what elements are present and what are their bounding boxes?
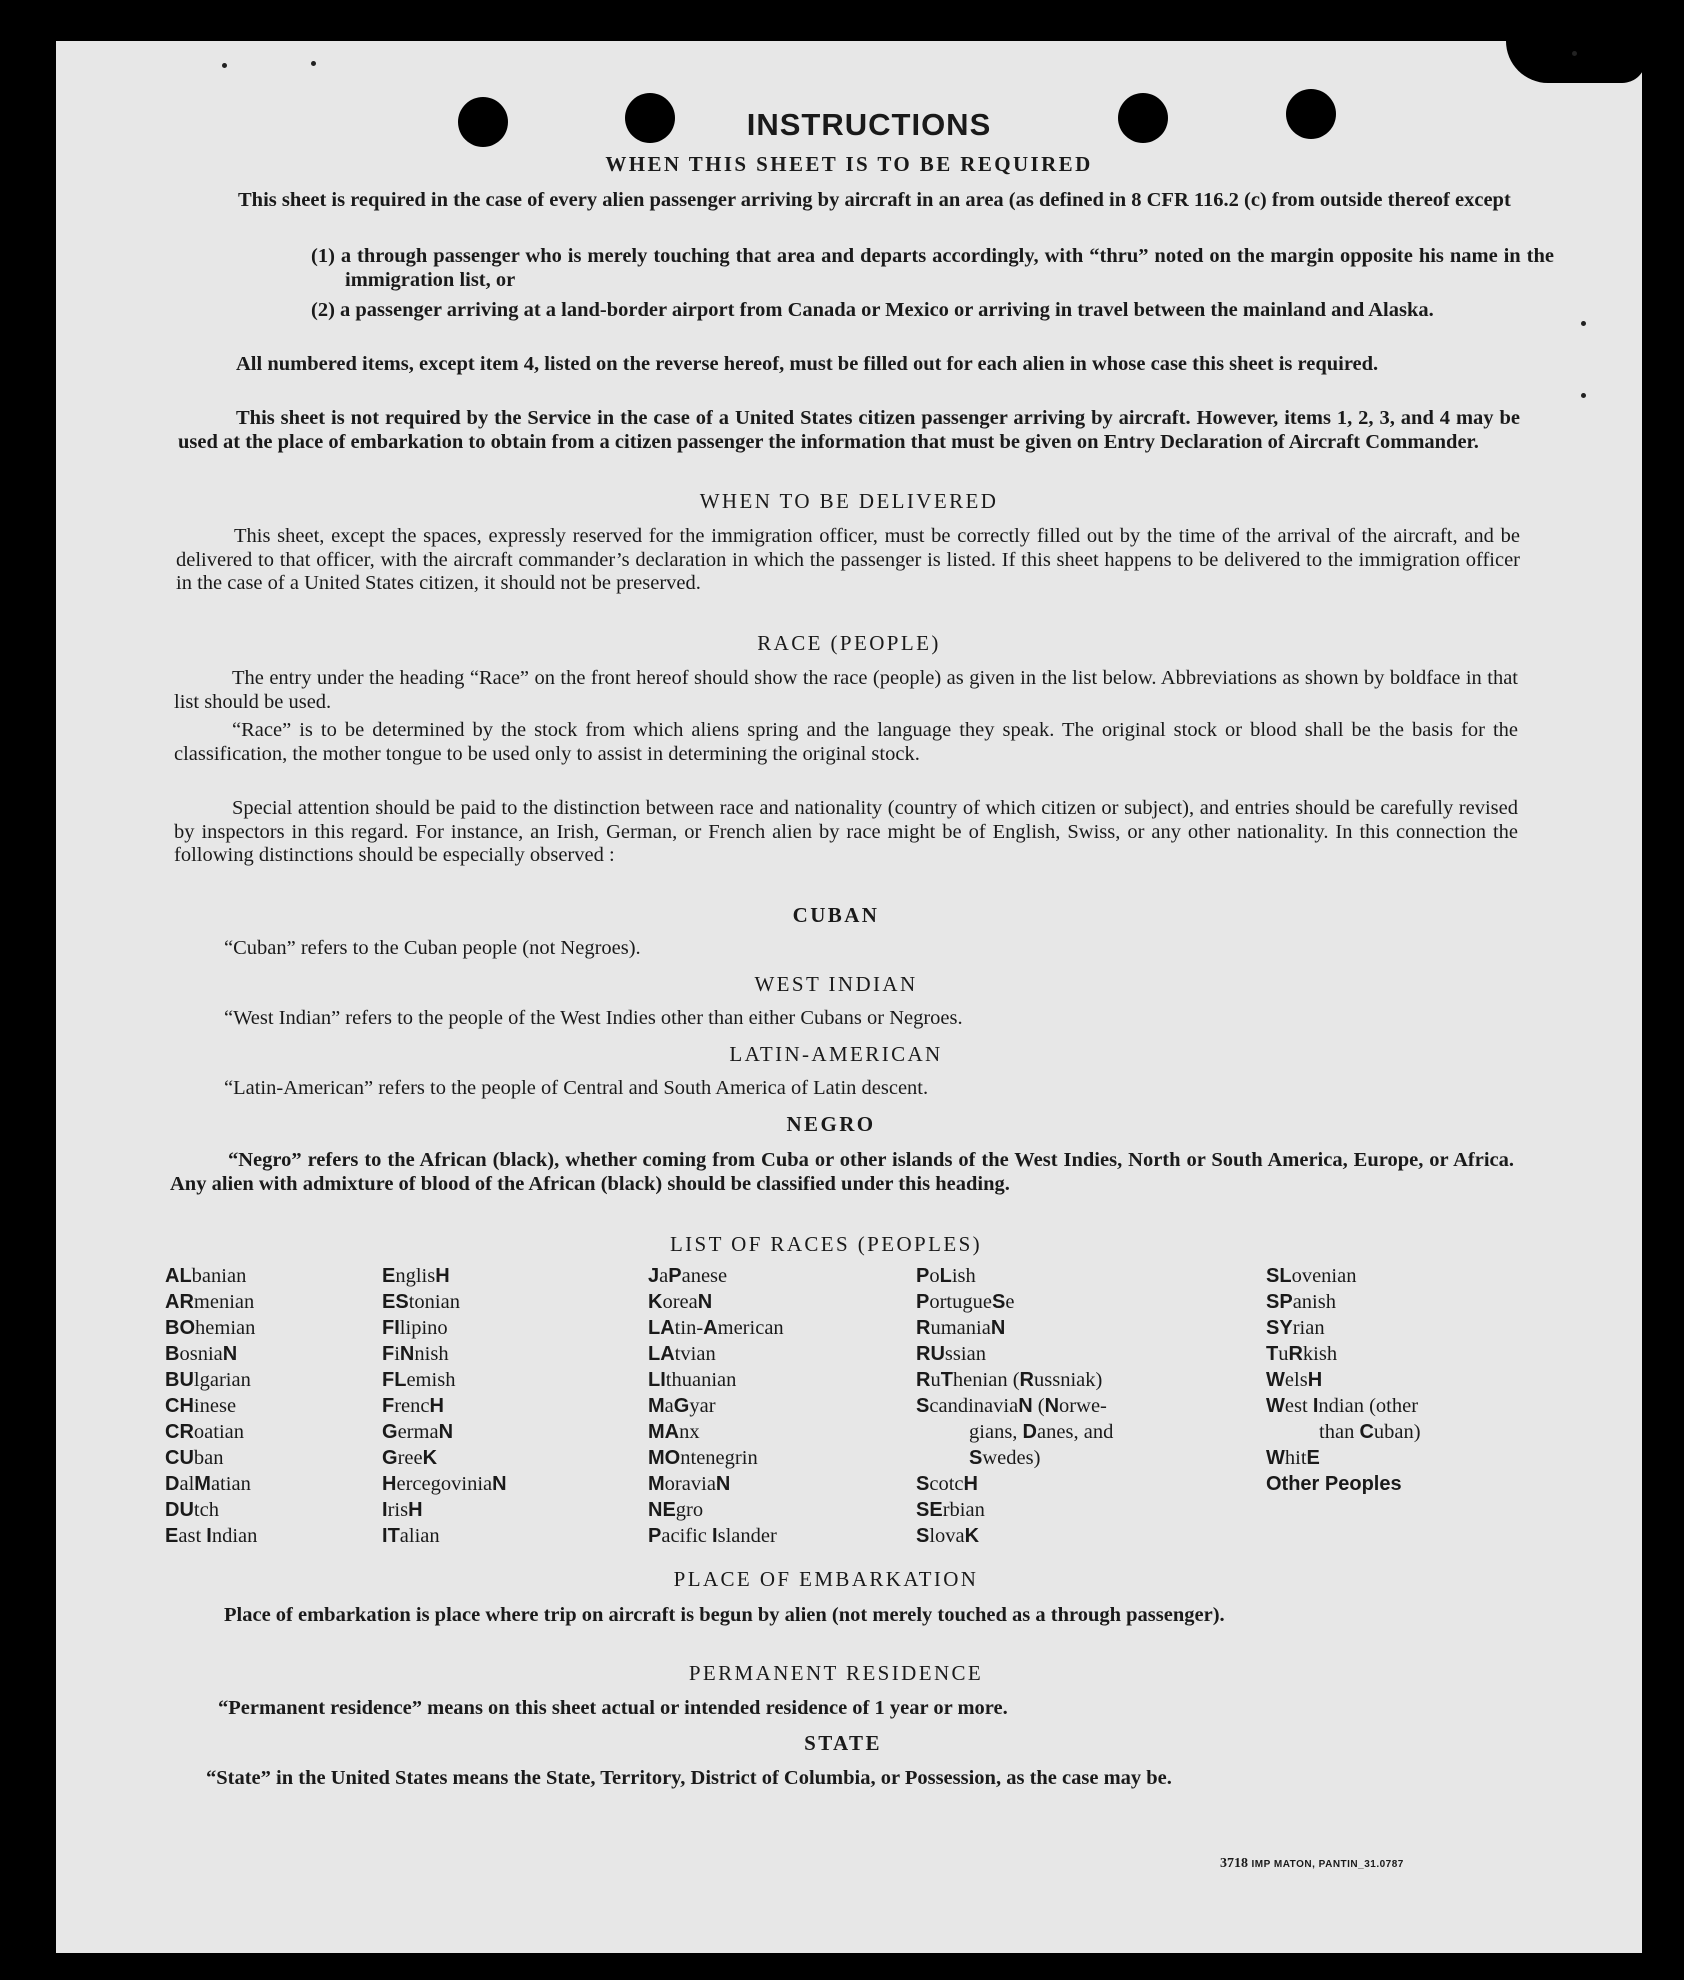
race-entry: LIthuanian [648, 1369, 737, 1391]
race-entry: ITalian [382, 1525, 440, 1547]
race-entry: DUtch [165, 1499, 219, 1521]
race-entry: BUlgarian [165, 1369, 251, 1391]
paragraph: “Race” is to be determined by the stock from which aliens spring and the language they speak. The original stock or blood shall be the basis for the classification, the mother tongue to be used only to assist in determining the original stock. [174, 719, 1518, 765]
race-entry: SPanish [1266, 1291, 1336, 1313]
heading-state: STATE [804, 1731, 882, 1755]
race-entry: SLovenian [1266, 1265, 1357, 1287]
race-entry: gians, Danes, and [969, 1421, 1114, 1443]
race-entry: PoLish [916, 1265, 976, 1287]
race-entry: FrencH [382, 1395, 444, 1417]
race-entry: MAnx [648, 1421, 700, 1443]
race-entry: LAtvian [648, 1343, 716, 1365]
document-sheet [56, 41, 1642, 1953]
race-entry: East Indian [165, 1525, 258, 1547]
heading-embarkation: PLACE OF EMBARKATION [673, 1567, 979, 1591]
paragraph: All numbered items, except item 4, listed on the reverse hereof, must be filled out for each alien in whose case this sheet is required. [236, 353, 1379, 375]
paragraph: “Cuban” refers to the Cuban people (not Negroes). [224, 937, 641, 959]
page-content [56, 41, 1642, 1953]
printer-imprint [1220, 1856, 1404, 1872]
paragraph: “Latin-American” refers to the people of Central and South America of Latin descent. [224, 1077, 929, 1099]
race-entry: MoraviaN [648, 1473, 731, 1495]
race-entry: West Indian (other [1266, 1395, 1419, 1417]
race-entry: FIlipino [382, 1317, 448, 1339]
heading-when-required: WHEN THIS SHEET IS TO BE REQUIRED [605, 152, 1093, 176]
race-entry: Swedes) [969, 1447, 1041, 1469]
heading-latin-american: LATIN-AMERICAN [729, 1042, 943, 1066]
race-entry: FiNnish [382, 1343, 449, 1365]
race-column [165, 1263, 257, 1549]
race-entry: HercegoviniaN [382, 1473, 507, 1495]
race-entry: JaPanese [648, 1265, 728, 1287]
paragraph: Special attention should be paid to the distinction between race and nationality (country of which citizen or subject), and entries should be carefully revised by inspectors in this regard. For instance, an Irish, German, or French alien by race might be of English, Swiss, or any other nationality. In this connection the following distinctions should be especially observed : [174, 797, 1518, 866]
race-entry: SlovaK [916, 1525, 980, 1547]
race-column [1266, 1263, 1421, 1497]
race-entry: SYrian [1266, 1317, 1325, 1339]
race-entry: ALbanian [165, 1265, 247, 1287]
race-entry: MaGyar [648, 1395, 716, 1417]
race-entry: MOntenegrin [648, 1447, 758, 1469]
heading-cuban: CUBAN [792, 903, 880, 927]
race-entry: FLemish [382, 1369, 456, 1391]
paragraph: “West Indian” refers to the people of the West Indies other than either Cubans or Negroes. [224, 1007, 963, 1029]
paragraph: The entry under the heading “Race” on the front hereof should show the race (people) as given in the list below. Abbreviations as shown by boldface in that list should be used. [174, 667, 1518, 713]
race-entry: CUban [165, 1447, 224, 1469]
heading-when-delivered: WHEN TO BE DELIVERED [699, 489, 999, 513]
list-item: (2) a passenger arriving at a land-border airport from Canada or Mexico or arriving in travel between the mainland and Alaska. [311, 299, 1434, 321]
race-entry: DalMatian [165, 1473, 251, 1495]
race-entry: ARmenian [165, 1291, 255, 1313]
paragraph: This sheet is not required by the Service in the case of a United States citizen passenger arriving by aircraft. However, items 1, 2, 3, and 4 may be used at the place of embarkation to obtain from a citizen passenger the information that must be given on Entry Declaration of Aircraft Commander. [178, 407, 1520, 453]
race-entry: ScotcH [916, 1473, 978, 1495]
race-entry: EnglisH [382, 1265, 450, 1287]
race-entry: Pacific Islander [648, 1525, 777, 1547]
race-entry: BosniaN [165, 1343, 238, 1365]
paragraph: This sheet, except the spaces, expressly reserved for the immigration officer, must be correctly filled out by the time of the arrival of the aircraft, and be delivered to that officer, with the aircraft commander’s declaration in which the passenger is listed. If this sheet happens to be delivered to the immigration officer in the case of a United States citizen, it should not be preserved. [176, 525, 1520, 594]
race-entry: GermaN [382, 1421, 454, 1443]
race-entry: WhitE [1266, 1447, 1320, 1469]
race-column [382, 1263, 507, 1549]
race-entry: EStonian [382, 1291, 460, 1313]
heading-west-indian: WEST INDIAN [754, 972, 918, 996]
race-entry: RumaniaN [916, 1317, 1006, 1339]
race-column [916, 1263, 1113, 1549]
race-entry: CRoatian [165, 1421, 245, 1443]
race-column [648, 1263, 784, 1549]
heading-permanent-residence: PERMANENT RESIDENCE [688, 1661, 984, 1685]
race-entry: PortugueSe [916, 1291, 1015, 1313]
race-entry: NEgro [648, 1499, 704, 1521]
heading-negro: NEGRO [786, 1112, 876, 1136]
paragraph: This sheet is required in the case of every alien passenger arriving by aircraft in an area (as defined in 8 CFR 116.2 (c) from outside thereof except [238, 189, 1511, 211]
paragraph: “State” in the United States means the State, Territory, District of Columbia, or Possession, as the case may be. [206, 1767, 1172, 1789]
race-entry: LAtin-American [648, 1317, 784, 1339]
race-entry: TuRkish [1266, 1343, 1338, 1365]
race-entry: SErbian [916, 1499, 985, 1521]
page-title: INSTRUCTIONS [746, 107, 992, 142]
race-entry: IrisH [382, 1499, 423, 1521]
race-entry: BOhemian [165, 1317, 256, 1339]
race-entry: CHinese [165, 1395, 237, 1417]
list-item: (1) a through passenger who is merely touching that area and departs accordingly, with “thru” noted on the margin opposite his name in the immigration list, or [311, 245, 1554, 291]
race-entry: WelsH [1266, 1369, 1323, 1391]
heading-list-of-races: LIST OF RACES (PEOPLES) [669, 1232, 983, 1256]
race-entry: RUssian [916, 1343, 986, 1365]
heading-race: RACE (PEOPLE) [757, 631, 941, 655]
race-entry: ScandinaviaN (Norwe- [916, 1395, 1107, 1417]
race-entry: KoreaN [648, 1291, 713, 1313]
imprint-text: IMP MATON, PANTIN_31.0787 [1251, 1859, 1404, 1870]
paragraph: Place of embarkation is place where trip on aircraft is begun by alien (not merely touched as a through passenger). [224, 1604, 1225, 1626]
paragraph: “Negro” refers to the African (black), whether coming from Cuba or other islands of the West Indies, North or South America, Europe, or Africa. Any alien with admixture of blood of the African (black) should be classified under this heading. [170, 1149, 1514, 1195]
race-entry: GreeK [382, 1447, 438, 1469]
form-number: 3718 [1220, 1856, 1248, 1871]
paragraph: “Permanent residence” means on this sheet actual or intended residence of 1 year or more. [218, 1697, 1008, 1719]
race-entry: than Cuban) [1319, 1421, 1421, 1443]
race-entry: Other Peoples [1266, 1473, 1402, 1495]
race-entry: RuThenian (Russniak) [916, 1369, 1103, 1391]
